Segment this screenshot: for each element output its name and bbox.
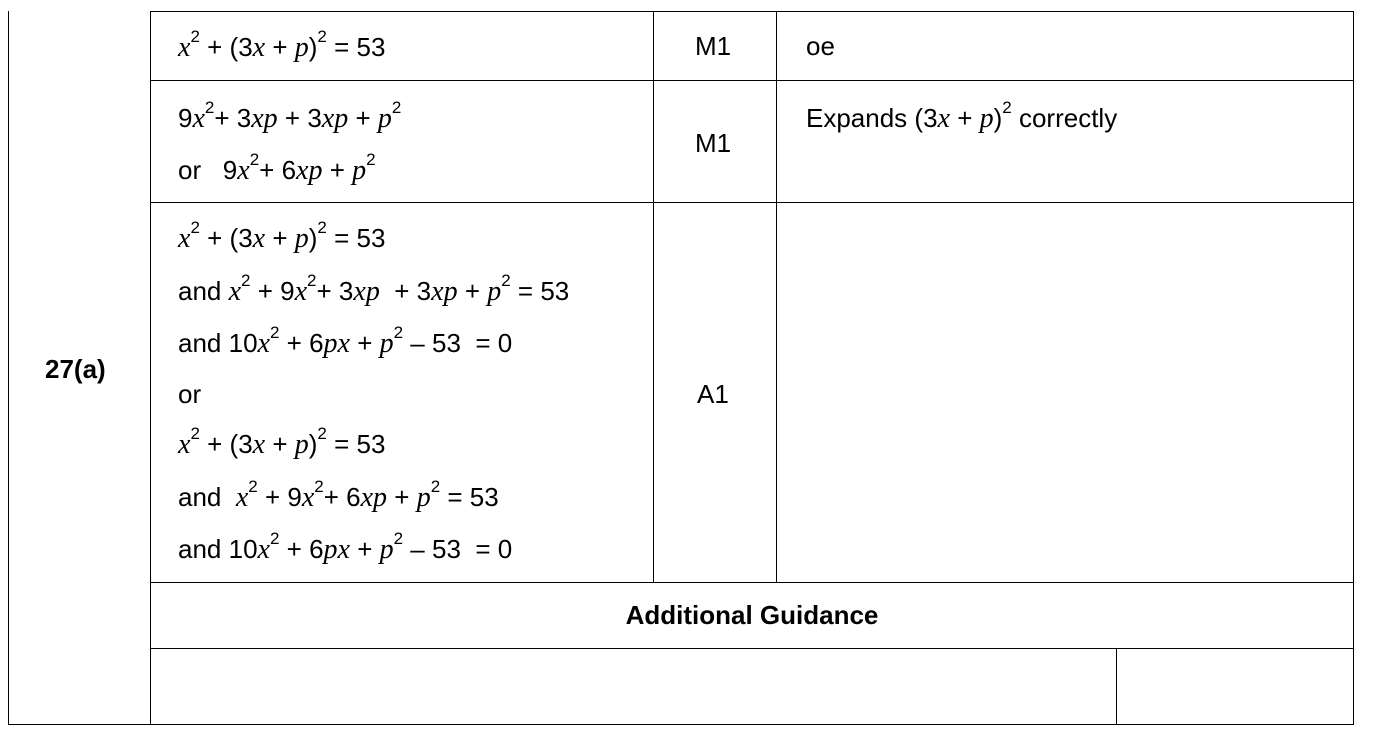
row3-line3: and $10x^2 + 6px + p^2 - 53 = 0$	[178, 323, 513, 359]
row1-bottom-border	[150, 80, 1354, 81]
guidance-bottom-border	[150, 648, 1354, 649]
row3-line7: and $10x^2 + 6px + p^2 - 53 = 0$	[178, 529, 513, 565]
table-top-border	[150, 11, 1354, 12]
row1-comment: oe	[806, 31, 835, 61]
row2-comment: Expands $(3x + p)^2$ correctly	[806, 98, 1118, 134]
row1-mark: M1	[695, 31, 732, 61]
row3-or-label: or	[178, 379, 202, 409]
row2-mark: M1	[695, 128, 732, 158]
row3-line6: and $x^2 + 9x^2+ 6xp + p^2 = 53$	[178, 477, 499, 513]
guidance-split-border	[1116, 648, 1117, 725]
row3-bottom-border	[150, 582, 1354, 583]
row3-line2: and $x^2 + 9x^2+ 3xp + 3xp + p^2 = 53$	[178, 271, 570, 307]
mark-column-border	[776, 11, 777, 583]
working-column-border	[653, 11, 654, 583]
row1-working: $x^2 + (3x + p)^2 = 53$	[178, 27, 386, 63]
row2-comment-suffix: correctly	[1011, 103, 1118, 133]
additional-guidance-heading: Additional Guidance	[625, 600, 879, 630]
question-number: 27(a)	[45, 354, 106, 384]
table-left-border	[8, 11, 9, 725]
row2-bottom-border	[150, 202, 1354, 203]
table-bottom-border	[8, 724, 1354, 725]
row3-line1: $x^2 + (3x + p)^2 = 53$	[178, 218, 386, 254]
row3-line5: $x^2 + (3x + p)^2 = 53$	[178, 424, 386, 460]
row3-mark: A1	[697, 379, 729, 409]
row2-comment-prefix: Expands	[806, 103, 915, 133]
row2-working-line1: $9x^2+ 3xp + 3xp + p^2$	[178, 98, 402, 134]
row2-working-line2: or $9x^2+ 6xp + p^2$	[178, 150, 376, 186]
row2-or-label: or	[178, 155, 202, 185]
